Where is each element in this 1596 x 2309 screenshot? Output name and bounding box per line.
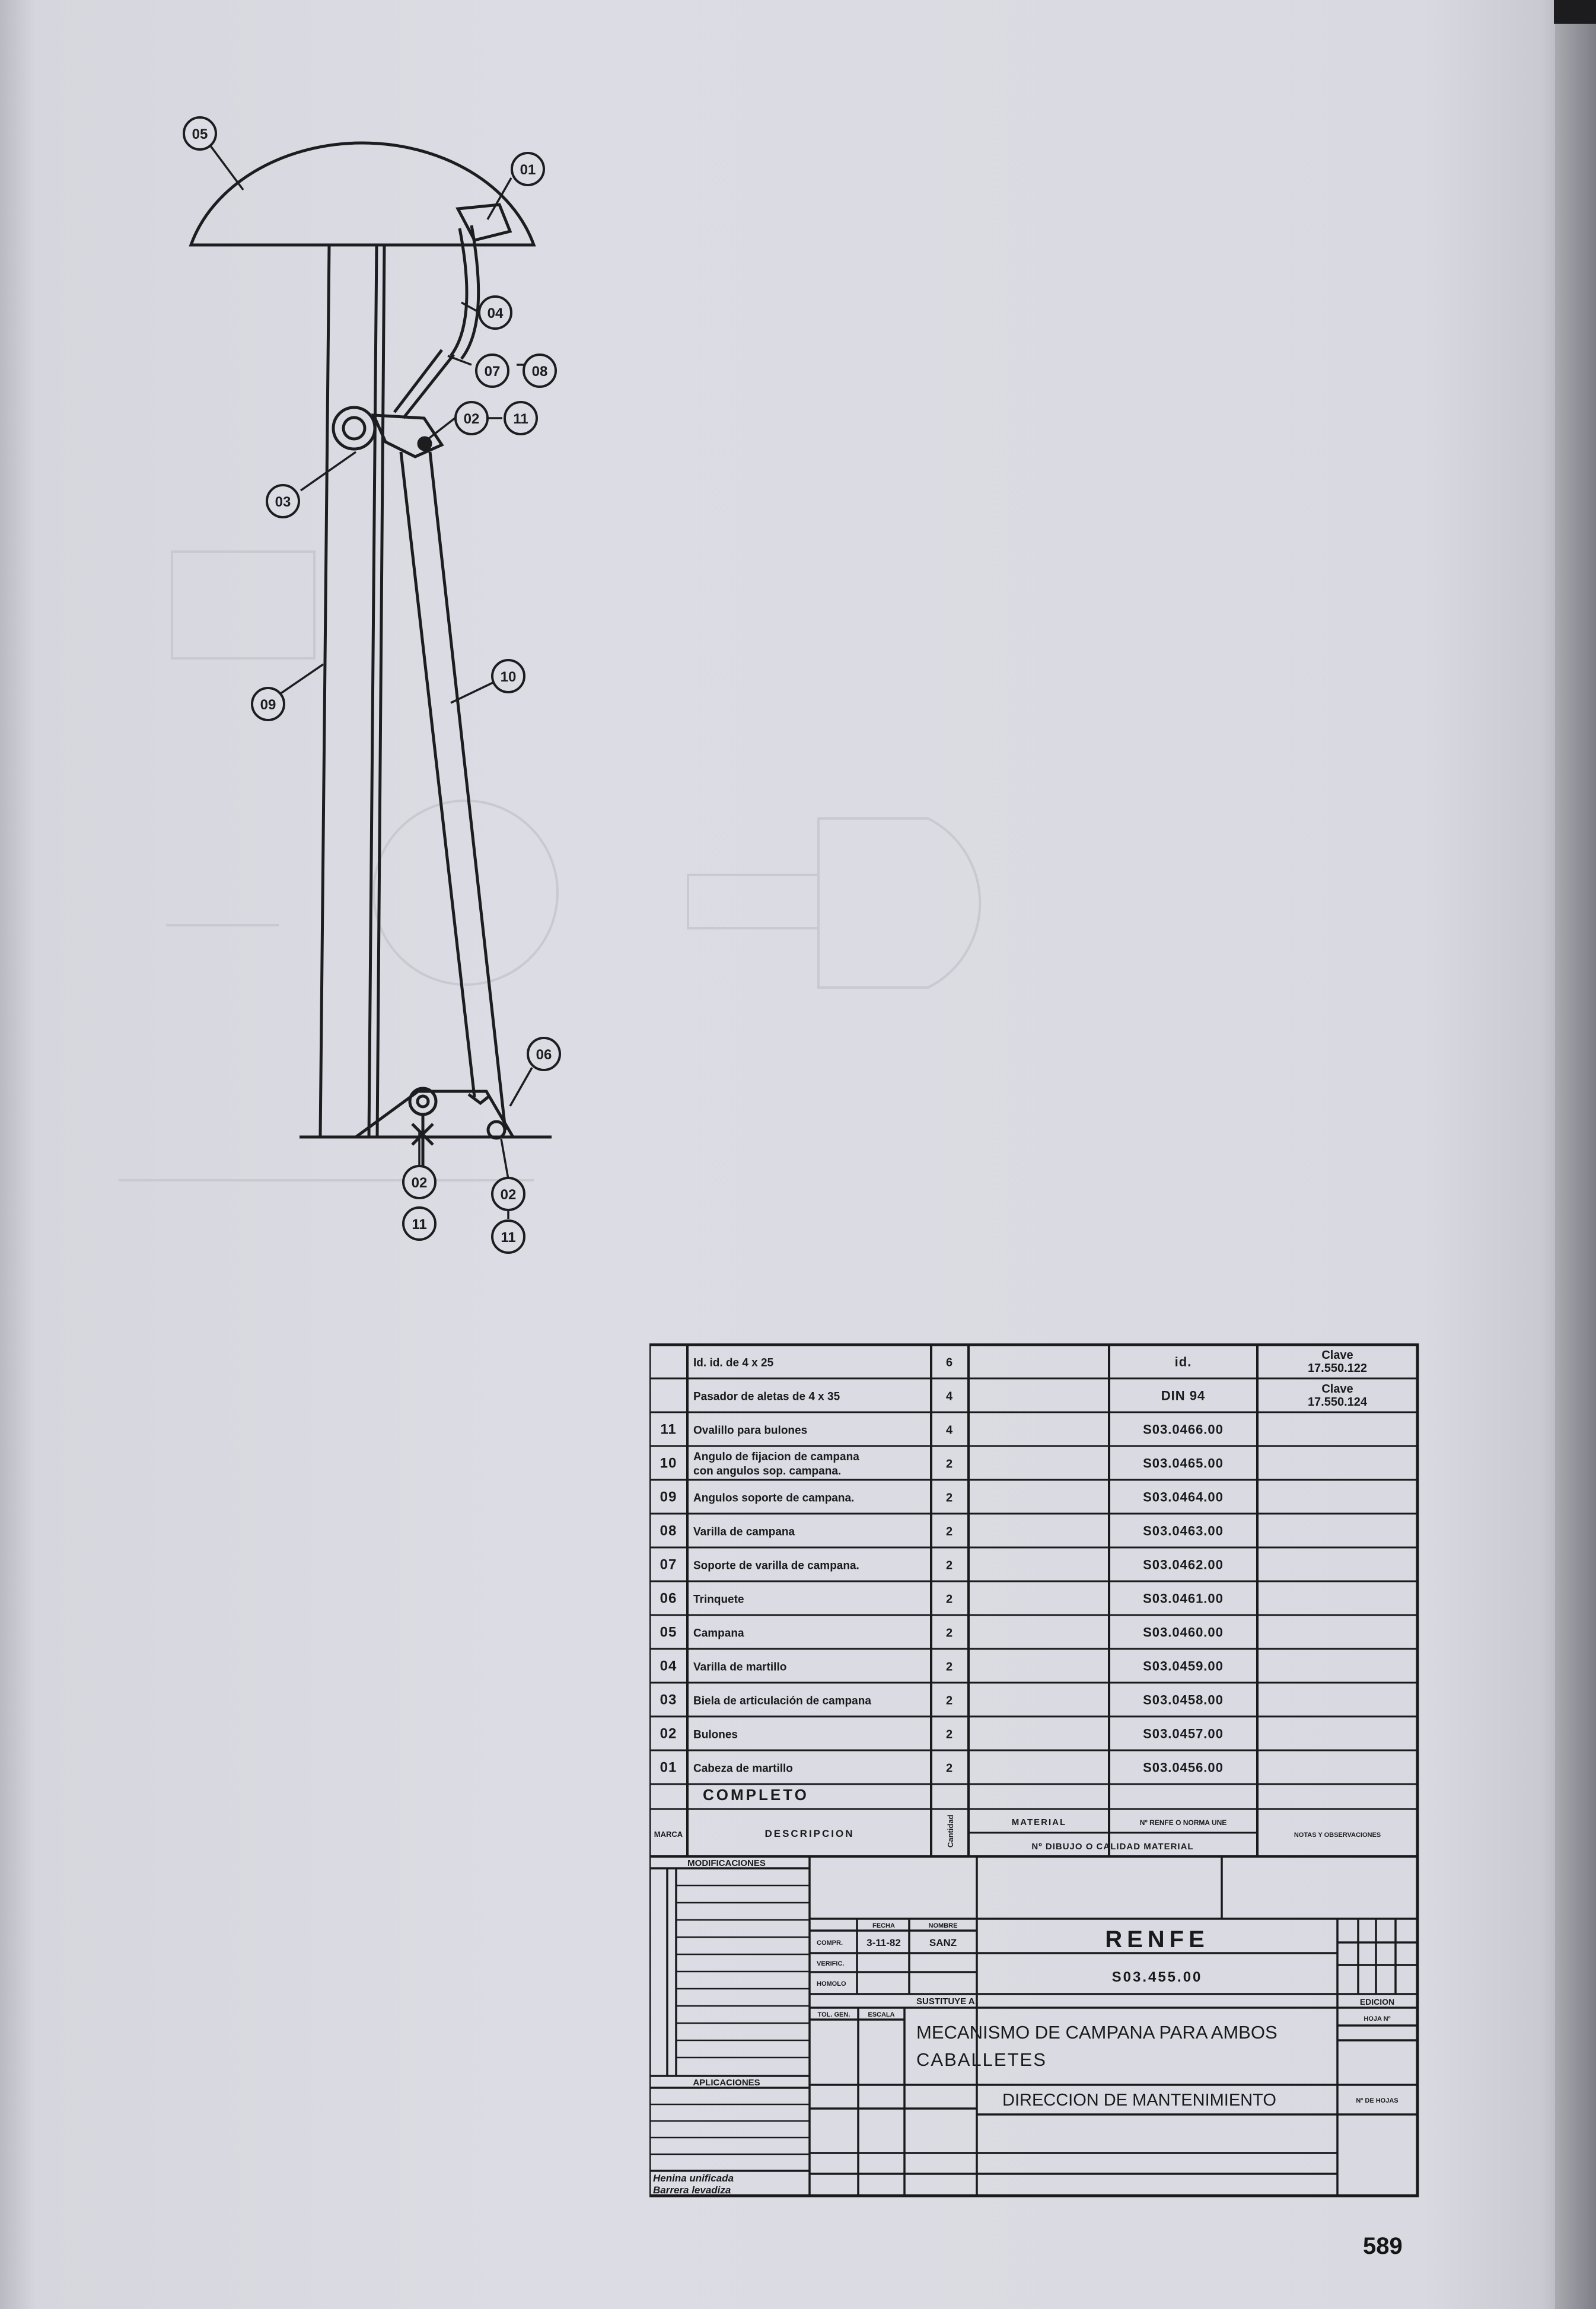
compr-label: COMPR. xyxy=(817,1939,843,1947)
header-dibujo: Nº DIBUJO O CALIDAD MATERIAL xyxy=(1031,1842,1194,1852)
department-name: DIRECCION DE MANTENIMIENTO xyxy=(1002,2091,1276,2110)
callout-label: 11 xyxy=(513,411,528,427)
cell-norma: S03.0460.00 xyxy=(1143,1625,1224,1640)
cell-marca: 04 xyxy=(660,1658,677,1674)
parts-row xyxy=(660,1489,1224,1505)
parts-row xyxy=(693,1383,1368,1409)
cell-cantidad: 2 xyxy=(945,1728,954,1741)
nhojas-label: Nº DE HOJAS xyxy=(1356,2097,1399,2104)
parts-row xyxy=(660,1523,1224,1539)
parts-row xyxy=(660,1658,1224,1674)
callout-label: 10 xyxy=(500,669,517,685)
cell-cantidad: 2 xyxy=(945,1694,954,1708)
callout-01 xyxy=(512,153,544,185)
parts-row xyxy=(660,1625,1224,1641)
parts-row xyxy=(660,1422,1224,1438)
parts-list-and-title-block xyxy=(649,1343,1420,2197)
header-marca: MARCA xyxy=(654,1830,683,1839)
cell-cantidad: 6 xyxy=(945,1356,954,1370)
header-cantidad: Cantidad xyxy=(946,1814,955,1848)
company-name: RENFE xyxy=(1105,1926,1209,1953)
cell-cantidad: 2 xyxy=(945,1593,954,1606)
callout-label: 11 xyxy=(501,1230,516,1246)
callout-06 xyxy=(528,1038,560,1070)
callout-04 xyxy=(479,297,511,329)
escala-label: ESCALA xyxy=(868,2011,895,2018)
callout-label: 03 xyxy=(275,494,291,510)
cell-cantidad: 2 xyxy=(945,1762,954,1775)
cell-norma: S03.0457.00 xyxy=(1143,1726,1224,1741)
callout-11-bottom-left xyxy=(403,1208,435,1240)
modificaciones-label: MODIFICACIONES xyxy=(687,1858,766,1868)
cell-cantidad: 2 xyxy=(945,1559,954,1572)
cell-norma: S03.0462.00 xyxy=(1143,1557,1224,1572)
callout-label: 09 xyxy=(260,697,276,713)
callout-label: 02 xyxy=(500,1187,517,1203)
cell-descripcion: Varilla de campana xyxy=(693,1525,795,1539)
callout-10 xyxy=(492,660,524,692)
callout-label: 06 xyxy=(536,1047,552,1063)
callout-02-bottom-right xyxy=(492,1178,524,1210)
footer-line2: Barrera levadiza xyxy=(653,2184,731,2196)
cell-cantidad: 4 xyxy=(945,1390,954,1403)
aplicaciones-label: APLICACIONES xyxy=(693,2078,760,2088)
callout-label: 04 xyxy=(487,305,504,321)
parts-row xyxy=(660,1451,1224,1477)
cell-cantidad: 4 xyxy=(945,1423,954,1437)
cell-notas: Clave xyxy=(1321,1383,1353,1396)
callout-07 xyxy=(476,355,508,387)
callout-label: 02 xyxy=(411,1175,428,1191)
completo-label: COMPLETO xyxy=(703,1786,809,1804)
callout-03 xyxy=(267,485,299,517)
callout-label: 05 xyxy=(192,126,208,142)
callout-02-bottom-left xyxy=(403,1166,435,1198)
callout-09 xyxy=(252,688,284,720)
parts-row xyxy=(660,1726,1224,1742)
cell-marca: 09 xyxy=(660,1489,677,1505)
cell-norma: S03.0461.00 xyxy=(1143,1591,1224,1606)
cell-descripcion: Varilla de martillo xyxy=(693,1661,787,1674)
cell-cantidad: 2 xyxy=(945,1457,954,1471)
callout-11-bottom-right xyxy=(492,1221,524,1253)
cell-cantidad: 2 xyxy=(945,1491,954,1505)
hoja-label: HOJA Nº xyxy=(1364,2015,1391,2023)
cell-marca: 11 xyxy=(660,1421,677,1438)
cell-descripcion: con angulos sop. campana. xyxy=(693,1465,842,1477)
footer-line1: Henina unificada xyxy=(653,2173,734,2184)
cell-descripcion: Trinquete xyxy=(693,1593,744,1606)
header-notas: NOTAS Y OBSERVACIONES xyxy=(1294,1832,1381,1839)
tol-label: TOL. GEN. xyxy=(817,2011,850,2018)
cell-notas: 17.550.122 xyxy=(1307,1362,1368,1375)
callout-label: 07 xyxy=(484,364,501,380)
cell-norma: S03.0456.00 xyxy=(1143,1760,1224,1775)
cell-marca: 10 xyxy=(660,1455,677,1472)
fecha-label: FECHA xyxy=(872,1922,895,1929)
cell-norma: S03.0463.00 xyxy=(1143,1523,1224,1539)
cell-cantidad: 2 xyxy=(945,1660,954,1674)
cell-descripcion: Soporte de varilla de campana. xyxy=(693,1559,859,1572)
cell-descripcion: Id. id. de 4 x 25 xyxy=(693,1356,774,1370)
compr-fecha: 3-11-82 xyxy=(867,1937,901,1948)
callout-02-top xyxy=(455,402,488,434)
sustituye-label: SUSTITUYE A: xyxy=(916,1996,978,2007)
show-through-drawing xyxy=(119,552,980,1180)
drawing-number: S03.455.00 xyxy=(1111,1969,1203,1985)
drawing-title-line1: MECANISMO DE CAMPANA PARA AMBOS xyxy=(916,2022,1278,2043)
callout-label: 08 xyxy=(531,364,548,380)
parts-row xyxy=(660,1692,1224,1708)
compr-nombre: SANZ xyxy=(929,1937,957,1948)
cell-marca: 02 xyxy=(660,1725,677,1742)
cell-marca: 05 xyxy=(660,1624,677,1641)
nombre-label: NOMBRE xyxy=(928,1922,958,1929)
cell-descripcion: Pasador de aletas de 4 x 35 xyxy=(693,1390,840,1403)
parts-row xyxy=(660,1591,1224,1607)
header-material: MATERIAL xyxy=(1011,1817,1067,1827)
cell-marca: 08 xyxy=(660,1523,677,1539)
cell-notas: Clave xyxy=(1321,1349,1353,1362)
callout-08 xyxy=(524,355,556,387)
parts-row xyxy=(660,1557,1224,1573)
callout-label: 01 xyxy=(520,162,536,178)
edicion-label: EDICION xyxy=(1359,1997,1395,2007)
cell-marca: 06 xyxy=(660,1590,677,1607)
cell-marca: 03 xyxy=(660,1692,677,1708)
cell-cantidad: 2 xyxy=(945,1626,954,1640)
cell-norma: S03.0459.00 xyxy=(1143,1658,1224,1674)
callout-label: 11 xyxy=(412,1216,427,1232)
cell-descripcion: Angulo de fijacion de campana xyxy=(693,1451,859,1463)
cell-norma: S03.0465.00 xyxy=(1143,1456,1224,1471)
cell-norma: S03.0466.00 xyxy=(1143,1422,1224,1437)
cell-notas: 17.550.124 xyxy=(1307,1396,1368,1409)
parts-row xyxy=(660,1760,1224,1776)
homolo-label: HOMOLO xyxy=(817,1980,846,1988)
cell-norma: id. xyxy=(1174,1354,1192,1370)
verific-label: VERIFIC. xyxy=(817,1960,845,1967)
cell-descripcion: Biela de articulación de campana xyxy=(693,1695,871,1708)
bell-dome xyxy=(191,143,534,245)
cell-norma: S03.0458.00 xyxy=(1143,1692,1224,1708)
cell-descripcion: Angulos soporte de campana. xyxy=(693,1492,855,1505)
cell-marca: 01 xyxy=(660,1759,677,1776)
cell-norma: DIN 94 xyxy=(1161,1388,1206,1403)
cell-cantidad: 2 xyxy=(945,1525,954,1539)
cell-descripcion: Campana xyxy=(693,1627,744,1640)
callout-05 xyxy=(184,117,216,149)
cell-descripcion: Ovalillo para bulones xyxy=(693,1424,808,1437)
page-number: 589 xyxy=(1363,2233,1403,2259)
callout-11-top xyxy=(505,402,537,434)
cell-descripcion: Bulones xyxy=(693,1728,738,1741)
drawing-title-line2: CABALLETES xyxy=(916,2049,1047,2070)
cell-descripcion: Cabeza de martillo xyxy=(693,1762,793,1775)
cell-norma: S03.0464.00 xyxy=(1143,1489,1224,1505)
cell-marca: 07 xyxy=(660,1556,677,1573)
header-descripcion: DESCRIPCION xyxy=(764,1828,855,1839)
header-norma: Nº RENFE O NORMA UNE xyxy=(1139,1818,1227,1827)
callout-label: 02 xyxy=(463,411,480,427)
parts-row xyxy=(693,1349,1367,1375)
